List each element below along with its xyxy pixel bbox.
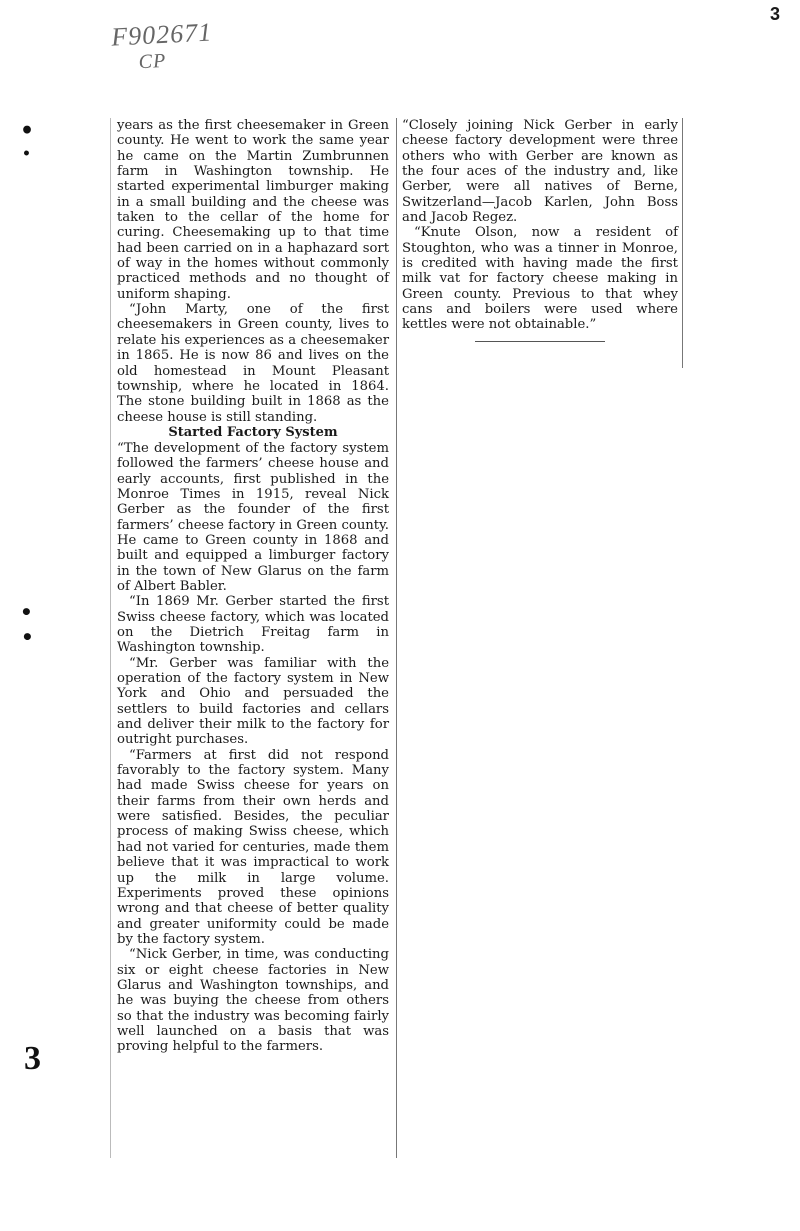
article-paragraph: “Knute Olson, now a resident of Stoughton, who was a tinner in Monroe, is credited with having made the first milk vat for factory cheese making in Green county. Previous to that whey cans and boilers were used where kettles were not obtainable.”	[402, 225, 678, 333]
article-paragraph: “Mr. Gerber was familiar with the operation of the factory system in New York and Ohio and persuaded the settlers to build factories and cellars and deliver their milk to the factory for outright purchases.	[117, 655, 389, 748]
column-left-edge	[110, 118, 111, 1158]
handwritten-initials: CP	[138, 49, 167, 74]
article-paragraph: “Farmers at first did not respond favorably to the factory system. Many had made Swiss cheese for years on their farms from their own herds and were satisfied. Besides, the peculiar process of making Swiss cheese, which had not varied for centuries, made them believe that it was impractical to work up the milk in large volume. Experiments proved these opinions wrong and that cheese of better quality and greater uniformity could be made by the factory system.	[117, 747, 389, 947]
article-paragraph: “In 1869 Mr. Gerber started the first Swiss cheese factory, which was located on the Dietrich Freitag farm in Washington township.	[117, 594, 389, 656]
binding-hole-mark-top-small: •	[22, 146, 31, 162]
article-paragraph: years as the first cheesemaker in Green county. He went to work the same year he came on the Martin Zumbrunnen farm in Washington township. He started experimental limburger making in a small building and the cheese was taken to the cellar of the home for curing. Cheesemaking up to that time had been carried on in a haphazard sort of way in the homes without commonly practiced methods and no thought of uniform shaping.	[117, 118, 389, 302]
handwritten-code: F902671	[110, 17, 213, 52]
article-paragraph: “Closely joining Nick Gerber in early cheese factory development were three others who with Gerber are known as the four aces of the industry and, like Gerber, were all natives of Berne, Switzerland—Jacob Karlen, John Boss and Jacob Regez.	[402, 118, 678, 226]
binding-hole-mark-mid: •	[20, 600, 33, 624]
column-right-edge	[682, 118, 683, 368]
article-paragraph: “Nick Gerber, in time, was conducting six or eight cheese factories in New Glarus and Washington townships, and he was buying the cheese from others so that the industry was becoming fairly well launched on a basis that was proving helpful to the farmers.	[117, 947, 389, 1055]
column-divider	[396, 118, 397, 1158]
article-right-column	[402, 118, 678, 342]
margin-handwritten-number: 3	[24, 1040, 41, 1077]
article-subhead: Started Factory System	[168, 424, 338, 440]
article-paragraph: “The development of the factory system followed the farmers’ cheese house and early accounts, first published in the Monroe Times in 1915, reveal Nick Gerber as the founder of the first farmers’ cheese factory in Green county. He came to Green county in 1868 and built and equipped a limburger factory in the town of New Glarus on the farm of Albert Babler.	[117, 440, 389, 594]
page-number: 3	[770, 4, 781, 24]
handwritten-archive-code	[111, 19, 214, 76]
article-left-column	[117, 118, 389, 1055]
binding-hole-mark-top: •	[20, 118, 35, 144]
article-paragraph: “John Marty, one of the first cheesemakers in Green county, lives to relate his experiences as a cheesemaker in 1865. He is now 86 and lives on the old homestead in Mount Pleasant township, where he located in 1864. The stone building built in 1868 as the cheese house is still standing.	[117, 302, 389, 425]
binding-hole-mark-mid-2: •	[21, 625, 34, 649]
article-end-rule	[475, 341, 605, 342]
